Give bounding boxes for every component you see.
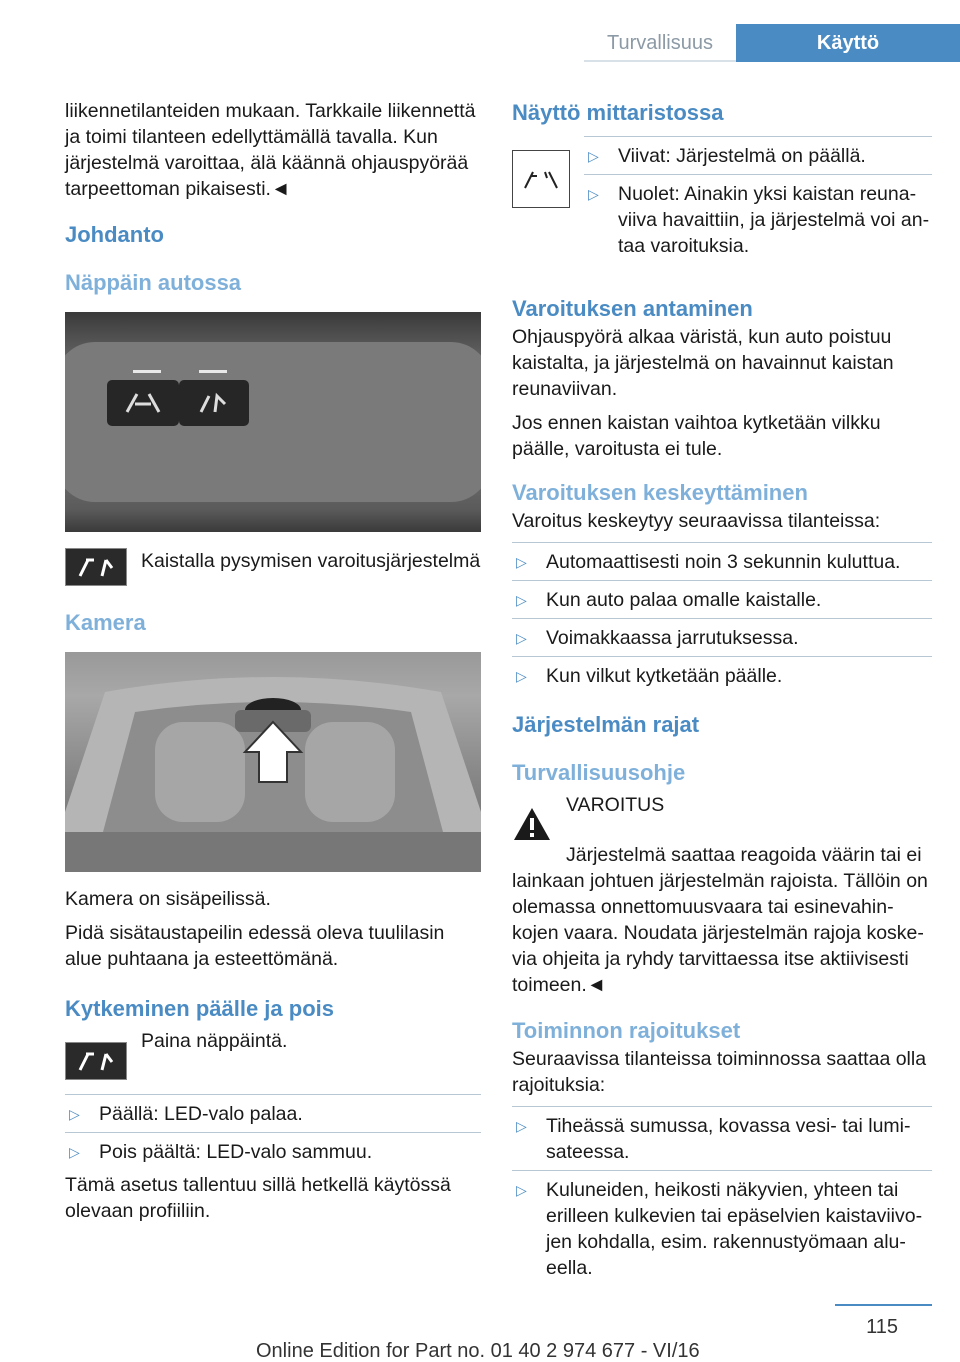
lane-departure-icon (65, 548, 127, 586)
list-item (512, 542, 932, 580)
johdanto-heading: Johdanto (65, 222, 164, 247)
list-item-text: Automaattisesti noin 3 sekunnin kuluttua. (546, 551, 901, 573)
list-item-text: Pois päältä: LED-valo sammuu. (99, 1141, 373, 1163)
warning-text: Järjestelmä saattaa reagoida väärin tai ei lainkaan johtuen järjestelmän rajoista. Tällöin on olemassa onnettomuusvaara tai esinevahinkojen vaara. Noudata järjestelmän rajoja koskevia ohjeita ja ryhdy tarvittaessa itse aktiivisesti toimeen.◄ (512, 844, 928, 996)
list-item (512, 1106, 932, 1170)
bullet-triangle-icon: ▷ (516, 554, 527, 570)
windshield-illustration (65, 652, 481, 872)
display-section (512, 136, 932, 264)
naytto-heading: Näyttö mittaristossa (512, 100, 724, 125)
warning-triangle-icon (512, 806, 552, 842)
edition-text: Online Edition for Part no. 01 40 2 974 677 - VI/16 (256, 1340, 700, 1362)
list-item (65, 1094, 481, 1132)
button-caption-row (65, 548, 481, 586)
list-item-text: Voimakkaassa jarrutuksessa. (546, 627, 799, 649)
footer-divider (835, 1304, 932, 1306)
bullet-triangle-icon: ▷ (516, 630, 527, 646)
on-off-list (65, 1094, 481, 1170)
button-panel-illustration (65, 312, 481, 532)
warning-title: VAROITUS (566, 794, 665, 816)
tab-section: Turvallisuus (584, 24, 736, 62)
bullet-triangle-icon: ▷ (516, 592, 527, 608)
lane-lines-icon (512, 150, 570, 208)
list-item (512, 618, 932, 656)
press-text: Paina näppäintä. (141, 1030, 288, 1052)
intro-text: liikennetilanteiden mukaan. Tarkkaile liikennettä ja toimi tilanteen edellyttämällä tavalla. Kun järjestelmä varoittaa, älä käännä ohjauspyörää tarpeettoman pikaisesti.◄ (65, 100, 476, 200)
keskeyttaminen-intro: Varoitus keskeytyy seuraavissa tilanteissa: (512, 510, 881, 532)
list-item-text: Tiheässä sumussa, kovassa vesi- tai lumisateessa. (546, 1115, 911, 1163)
lane-departure-button-icon (65, 1042, 127, 1080)
button-caption: Kaistalla pysymisen varoitusjärjestelmä (141, 550, 481, 572)
list-item (512, 1170, 932, 1286)
antaminen-heading: Varoituksen antaminen (512, 296, 753, 321)
kamera-text-1: Kamera on sisäpeilissä. (65, 888, 271, 910)
page-number: 115 (866, 1316, 898, 1338)
bullet-triangle-icon: ▷ (588, 148, 599, 164)
list-item (512, 580, 932, 618)
list-item-text: Kuluneiden, heikosti näkyvien, yhteen tai erilleen kulkevien tai epäselvien kaistaviivojen kohdalla, esim. rakennustyömaan alueella. (546, 1179, 923, 1279)
list-item (584, 174, 932, 264)
limitations-list (512, 1106, 932, 1286)
tab-chapter: Käyttö (736, 24, 960, 62)
bullet-triangle-icon: ▷ (516, 1118, 527, 1134)
list-item-text: Nuolet: Ainakin yksi kaistan reunaviiva havaittiin, ja järjestelmä voi antaa varoituksia. (618, 183, 930, 257)
list-item (584, 136, 932, 174)
left-column (65, 98, 481, 1232)
list-item-text: Päällä: LED-valo palaa. (99, 1103, 303, 1125)
list-item (512, 656, 932, 694)
list-item-text: Kun auto palaa omalle kaistalle. (546, 589, 822, 611)
bullet-triangle-icon: ▷ (516, 1182, 527, 1198)
camera-photo (65, 652, 481, 872)
rajat-heading: Järjestelmän rajat (512, 712, 700, 737)
bullet-triangle-icon: ▷ (588, 186, 599, 202)
outro-text: Tämä asetus tallentuu sillä hetkellä käytössä olevaan profiiliin. (65, 1174, 451, 1222)
turvallisuusohje-heading: Turvallisuusohje (512, 760, 686, 785)
rajoitukset-heading: Toiminnon rajoitukset (512, 1018, 741, 1043)
antaminen-text-1: Ohjauspyörä alkaa väristä, kun auto poistuu kaistalta, ja järjestelmä on havainnut kaistan reunaviivan. (512, 326, 894, 400)
kytkeminen-heading: Kytkeminen päälle ja pois (65, 996, 334, 1021)
header-tabs (584, 24, 960, 62)
button-photo (65, 312, 481, 532)
press-row (65, 1028, 481, 1080)
interrupt-list (512, 542, 932, 694)
warning-box (512, 792, 932, 842)
nappain-heading: Näppäin autossa (65, 270, 242, 295)
list-item (65, 1132, 481, 1170)
right-column (512, 98, 932, 1286)
bullet-triangle-icon: ▷ (516, 668, 527, 684)
bullet-triangle-icon: ▷ (69, 1106, 80, 1122)
list-item-text: Kun vilkut kytketään päälle. (546, 665, 783, 687)
bullet-triangle-icon: ▷ (69, 1144, 80, 1160)
kamera-heading: Kamera (65, 610, 146, 635)
display-list (584, 136, 932, 264)
keskeyttaminen-heading: Varoituksen keskeyttäminen (512, 480, 808, 505)
rajoitukset-intro: Seuraavissa tilanteissa toiminnossa saattaa olla rajoituksia: (512, 1048, 927, 1096)
antaminen-text-2: Jos ennen kaistan vaihtoa kytketään vilkku päälle, varoitusta ei tule. (512, 412, 881, 460)
kamera-text-2: Pidä sisätaustapeilin edessä oleva tuulilasin alue puhtaana ja esteettömänä. (65, 922, 445, 970)
list-item-text: Viivat: Järjestelmä on päällä. (618, 145, 866, 167)
